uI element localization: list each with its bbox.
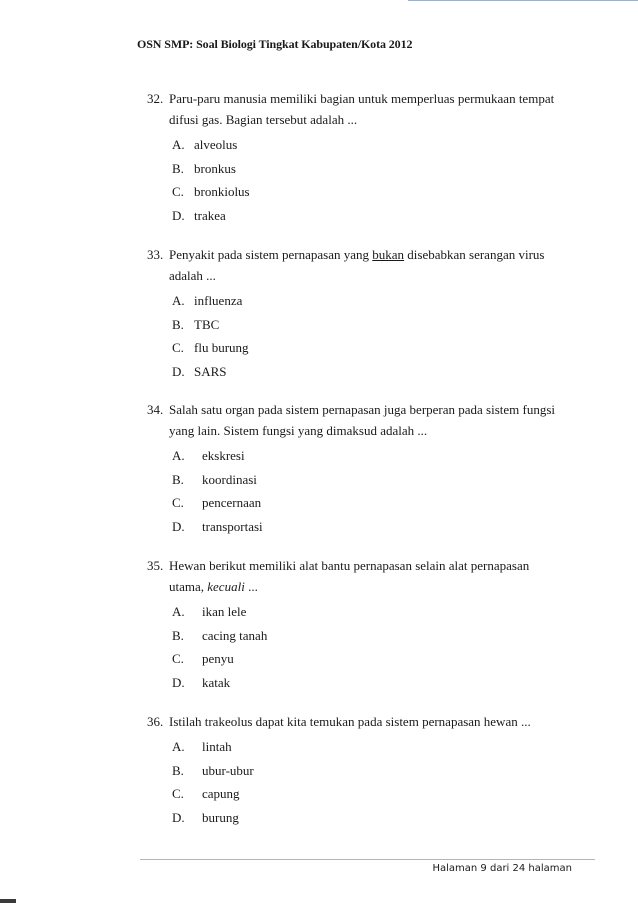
option-list [147,600,587,694]
question-text-line-2: yang lain. Sistem fungsi yang dimaksud adalah ... [169,423,428,438]
option-text: cacing tanah [202,627,268,643]
option-text: burung [202,809,239,825]
option-letter: B. [172,160,184,176]
option-letter: A. [172,448,185,463]
option-a [172,133,587,157]
question-32 [147,88,587,227]
question-stem [147,244,587,286]
question-35 [147,555,587,694]
scan-edge-mark [0,899,16,903]
option-text: pencernaan [202,495,262,510]
question-text-line-2: difusi gas. Bagian tersebut adalah ... [169,112,358,127]
option-letter: B. [172,762,184,778]
option-letter: A. [172,739,185,754]
question-34 [147,399,587,538]
option-c [172,491,587,515]
option-list [147,444,587,538]
question-text-line-1-end: disebabkan serangan virus [404,247,545,262]
option-text: penyu [202,651,234,666]
option-b [172,468,587,492]
option-c [172,336,587,360]
option-letter: D. [172,674,185,690]
option-text: alveolus [194,137,238,152]
page-header: OSN SMP: Soal Biologi Tingkat Kabupaten/Kota 2012 [137,37,413,51]
option-c [172,782,587,806]
question-stem [147,555,587,597]
option-text: koordinasi [202,471,257,487]
option-d [172,204,587,228]
option-c [172,180,587,204]
option-letter: B. [172,627,184,643]
option-a [172,600,587,624]
question-number: 34. [147,402,164,417]
option-list [147,289,587,383]
option-letter: C. [172,786,184,801]
option-d [172,806,587,830]
question-text-line-2-start: utama, [169,579,208,594]
top-edge-line [408,0,638,1]
question-text-line-1: Salah satu organ pada sistem pernapasan juga berperan pada sistem fungsi [169,402,556,417]
option-letter: D. [172,518,185,534]
option-text: flu burung [194,340,249,355]
option-text: bronkiolus [194,184,250,199]
option-letter: D. [172,809,185,825]
question-text-line-2: adalah ... [169,268,216,283]
question-text-line-1-start: Penyakit pada sistem pernapasan yang [169,247,373,262]
option-c [172,647,587,671]
question-number: 35. [147,558,164,573]
option-letter: A. [172,137,185,152]
option-d [172,360,587,384]
option-b [172,624,587,648]
question-text-line-2-end: ... [244,579,258,594]
option-a [172,735,587,759]
option-a [172,444,587,468]
italic-keyword: kecuali [207,579,245,594]
option-list [147,735,587,829]
option-b [172,759,587,783]
option-letter: D. [172,207,185,223]
question-stem [147,88,587,130]
question-text-line-1: Paru-paru manusia memiliki bagian untuk memperluas permukaan tempat [169,91,555,106]
question-number: 33. [147,247,164,262]
option-letter: B. [172,471,184,487]
option-text: ikan lele [202,604,247,619]
question-number: 32. [147,91,164,106]
option-letter: C. [172,340,184,355]
option-letter: C. [172,651,184,666]
option-text: ekskresi [202,448,245,463]
page-footer: Halaman 9 dari 24 halaman [432,863,572,874]
option-letter: C. [172,495,184,510]
option-a [172,289,587,313]
option-letter: D. [172,363,185,379]
option-text: bronkus [194,160,236,176]
option-text: ubur-ubur [202,762,254,778]
question-text-line-1: Istilah trakeolus dapat kita temukan pada sistem pernapasan hewan ... [169,714,531,729]
question-number: 36. [147,714,164,729]
option-text: trakea [194,207,226,223]
option-letter: A. [172,293,185,308]
option-d [172,515,587,539]
option-text: TBC [194,316,220,332]
option-text: lintah [202,739,232,754]
question-stem [147,399,587,441]
option-text: katak [202,674,231,690]
option-text: influenza [194,293,243,308]
option-list [147,133,587,227]
question-text-line-1: Hewan berikut memiliki alat bantu pernapasan selain alat pernapasan [169,558,530,573]
option-text: SARS [194,363,227,379]
option-text: capung [202,786,240,801]
question-33 [147,244,587,383]
option-text: transportasi [202,518,263,534]
underlined-keyword: bukan [372,247,405,262]
option-letter: C. [172,184,184,199]
footer-divider [140,859,595,860]
question-stem [147,711,587,732]
question-36 [147,711,587,829]
option-letter: A. [172,604,185,619]
option-letter: B. [172,316,184,332]
option-b [172,157,587,181]
option-b [172,313,587,337]
option-d [172,671,587,695]
